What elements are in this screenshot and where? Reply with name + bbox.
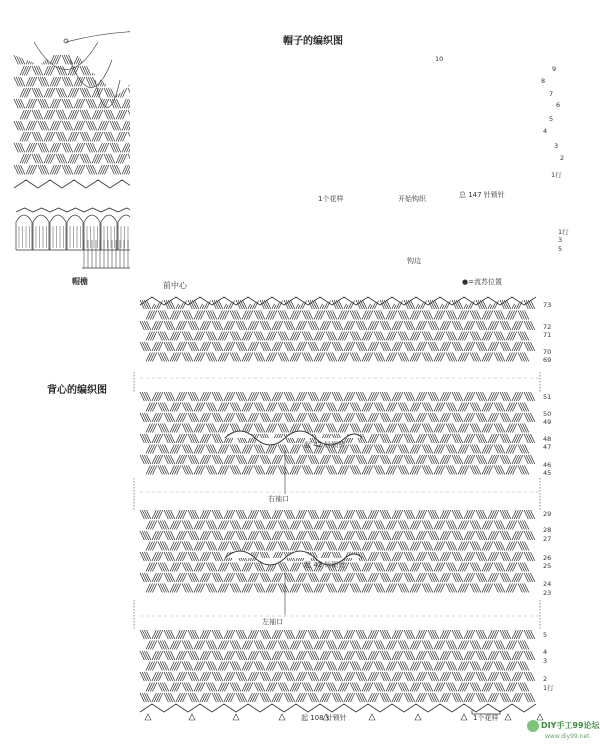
back-top-mask [130,0,589,305]
watermark-name: DIY手工99论坛 [541,721,600,730]
left-armhole-label: 左袖口 [262,618,283,626]
hat-brim-label: 帽檐 [72,277,88,286]
back-row-69: 69 [543,356,552,364]
hat-total-stitches-label: 总 147 针锁针 [459,191,505,199]
back-bottom-stitches: 起 108 针锁针 [301,714,347,722]
brim-row-1: 1行 [558,228,569,236]
back-row-4: 4 [543,648,548,656]
hat-row-9: 9 [552,65,557,73]
back-row-1: 1行 [543,684,554,692]
back-row-26: 26 [543,554,552,562]
site-watermark [527,718,600,744]
leaf-icon [527,720,539,732]
back-row-28: 28 [543,526,552,534]
back-row-48: 48 [543,435,552,443]
back-row-73: 73 [543,301,552,309]
hat-chart-title: 帽子的编织图 [283,36,343,47]
hat-row-2: 2 [560,154,565,162]
hat-row-7: 7 [549,90,554,98]
hat-row-1: 1行 [551,171,562,179]
back-row-3: 3 [543,657,548,665]
back-chart-title: 背心的编织图 [47,385,107,396]
back-row-71: 71 [543,331,552,339]
back-row-29: 29 [543,510,552,518]
hat-row-4: 4 [543,127,548,135]
back-row-23: 23 [543,589,552,597]
back-row-49: 49 [543,418,552,426]
back-row-27: 27 [543,535,552,543]
front-center-label: 前中心 [163,281,187,290]
hat-start-label: 开始钩织 [398,195,426,203]
hat-row-6: 6 [556,101,561,109]
back-row-50: 50 [543,410,552,418]
back-row-24: 24 [543,580,552,588]
back-row-25: 25 [543,562,552,570]
right-armhole-label: 右袖口 [268,495,289,503]
back-row-51: 51 [543,393,552,401]
brim-row-5: 5 [558,245,563,253]
edge-label: 钩边 [407,257,421,265]
back-row-45: 45 [543,469,552,477]
hat-row-10: 10 [435,55,444,63]
back-row-5: 5 [543,631,548,639]
watermark-url: www.diy99.net [545,733,590,740]
hat-row-5: 5 [549,115,554,123]
gap-stitches-upper: 起 42 针锁针 [304,441,346,449]
back-row-2: 2 [543,675,548,683]
brim-row-3: 3 [558,236,563,244]
tassel-legend: ●=流苏位置 [462,278,502,286]
hat-row-3: 3 [554,142,559,150]
back-row-72: 72 [543,323,552,331]
back-row-47: 47 [543,443,552,451]
gap-stitches-lower: 起 42 针锁针 [304,561,346,569]
hat-repeat-unit-label: 1个花样 [318,195,344,203]
back-row-46: 46 [543,461,552,469]
back-repeat-unit: 1个花样 [473,714,499,722]
hat-row-8: 8 [541,77,546,85]
back-row-70: 70 [543,348,552,356]
